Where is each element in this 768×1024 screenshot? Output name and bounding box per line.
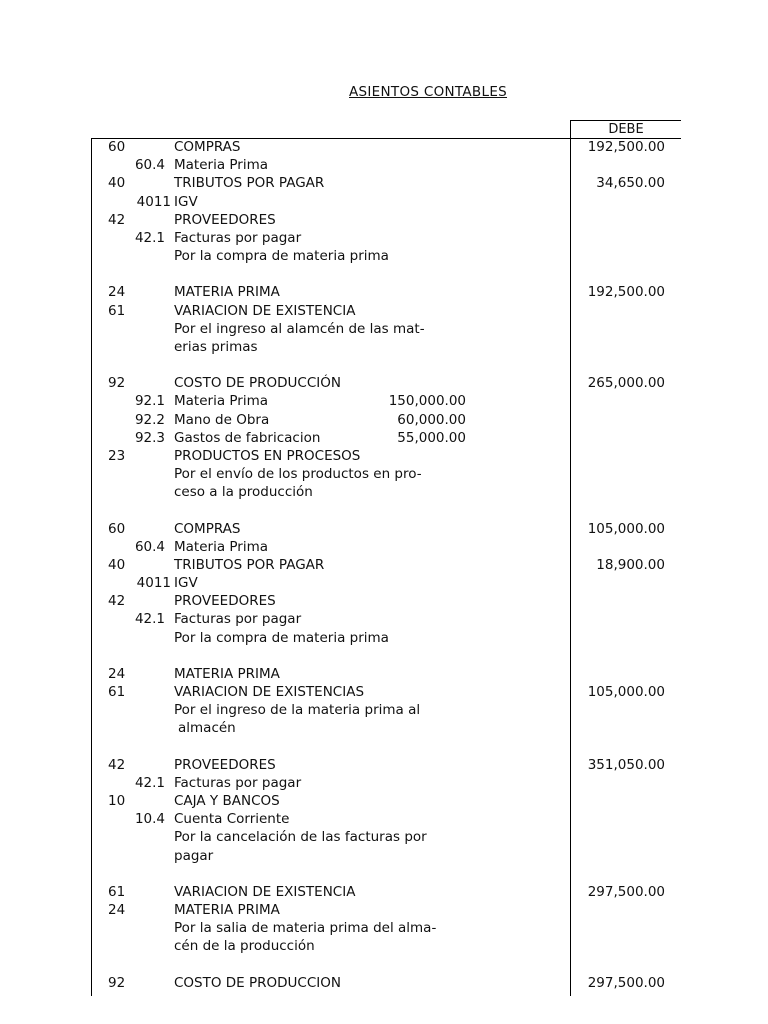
subaccount-code: 4011	[136, 194, 171, 210]
entry-description: IGV	[174, 575, 198, 591]
ledger-row	[0, 174, 768, 192]
entry-description: Por la compra de materia prima	[174, 630, 389, 646]
ledger-row	[0, 828, 768, 846]
ledger-row	[0, 810, 768, 828]
entry-description: MATERIA PRIMA	[174, 666, 280, 682]
ledger-row	[0, 429, 768, 447]
subaccount-code: 60.4	[134, 157, 165, 173]
entry-description: MATERIA PRIMA	[174, 902, 280, 918]
account-code: 24	[108, 666, 126, 682]
ledger-row	[0, 138, 768, 156]
debe-amount: 351,050.00	[587, 757, 665, 773]
ledger-row	[0, 411, 768, 429]
debe-amount: 192,500.00	[587, 284, 665, 300]
entry-description: COMPRAS	[174, 139, 241, 155]
account-code: 42	[108, 593, 126, 609]
ledger-row	[0, 374, 768, 392]
entry-description: IGV	[174, 194, 198, 210]
entry-description: PROVEEDORES	[174, 757, 276, 773]
ledger-row	[0, 756, 768, 774]
account-code: 42	[108, 212, 126, 228]
account-code: 23	[108, 448, 126, 464]
entry-description: Gastos de fabricacion	[174, 430, 321, 446]
subaccount-code: 42.1	[134, 611, 165, 627]
ledger-row	[0, 483, 768, 501]
debe-amount: 297,500.00	[587, 884, 665, 900]
debe-amount: 297,500.00	[587, 975, 665, 991]
partial-amount: 60,000.00	[397, 412, 466, 428]
entry-description: Facturas por pagar	[174, 611, 302, 627]
entry-description: Materia Prima	[174, 157, 269, 173]
ledger-row	[0, 520, 768, 538]
entry-description: VARIACION DE EXISTENCIA	[174, 884, 356, 900]
account-code: 92	[108, 975, 126, 991]
ledger-row	[0, 501, 768, 519]
entry-description: CAJA Y BANCOS	[174, 793, 280, 809]
ledger-row	[0, 937, 768, 955]
ledger-row	[0, 302, 768, 320]
ledger-row	[0, 283, 768, 301]
debe-column-header: DEBE	[570, 120, 681, 138]
ledger-row	[0, 156, 768, 174]
debe-amount: 105,000.00	[587, 521, 665, 537]
account-code: 24	[108, 284, 126, 300]
entry-description: erias primas	[174, 339, 258, 355]
subaccount-code: 10.4	[134, 811, 165, 827]
entry-description: almacén	[178, 720, 236, 736]
subaccount-code: 92.1	[134, 393, 165, 409]
ledger-row	[0, 665, 768, 683]
subaccount-code: 42.1	[134, 230, 165, 246]
subaccount-code: 92.3	[134, 430, 165, 446]
ledger-row	[0, 919, 768, 937]
account-code: 40	[108, 557, 126, 573]
account-code: 24	[108, 902, 126, 918]
ledger-row	[0, 647, 768, 665]
entry-description: Materia Prima	[174, 393, 269, 409]
partial-amount: 55,000.00	[397, 430, 466, 446]
ledger-row	[0, 610, 768, 628]
entry-description: Por el ingreso de la materia prima al	[174, 702, 421, 718]
ledger-row	[0, 774, 768, 792]
entry-description: ceso a la producción	[174, 484, 313, 500]
ledger-row	[0, 247, 768, 265]
ledger-row	[0, 719, 768, 737]
ledger-row	[0, 865, 768, 883]
subaccount-code: 42.1	[134, 775, 165, 791]
account-code: 92	[108, 375, 126, 391]
ledger-row	[0, 265, 768, 283]
ledger-row	[0, 338, 768, 356]
account-code: 42	[108, 757, 126, 773]
account-code: 40	[108, 175, 126, 191]
entry-description: COSTO DE PRODUCCIÓN	[174, 375, 341, 391]
entry-description: PRODUCTOS EN PROCESOS	[174, 448, 361, 464]
ledger-row	[0, 229, 768, 247]
ledger-row	[0, 629, 768, 647]
ledger-row	[0, 974, 768, 992]
ledger-row	[0, 883, 768, 901]
debe-amount: 18,900.00	[596, 557, 665, 573]
entry-description: TRIBUTOS POR PAGAR	[174, 175, 325, 191]
entry-description: TRIBUTOS POR PAGAR	[174, 557, 325, 573]
account-code: 60	[108, 521, 126, 537]
account-code: 10	[108, 793, 126, 809]
ledger-row	[0, 956, 768, 974]
ledger-row	[0, 538, 768, 556]
account-code: 61	[108, 684, 126, 700]
entry-description: Cuenta Corriente	[174, 811, 290, 827]
account-code: 61	[108, 303, 126, 319]
entry-description: Por el envío de los productos en pro-	[174, 466, 422, 482]
ledger-row	[0, 211, 768, 229]
ledger-row	[0, 792, 768, 810]
account-code: 60	[108, 139, 126, 155]
entry-description: Facturas por pagar	[174, 775, 302, 791]
ledger-row	[0, 574, 768, 592]
ledger-row	[0, 592, 768, 610]
ledger-row	[0, 320, 768, 338]
entry-description: PROVEEDORES	[174, 212, 276, 228]
entry-description: COMPRAS	[174, 521, 241, 537]
debe-amount: 105,000.00	[587, 684, 665, 700]
ledger-row	[0, 447, 768, 465]
entry-description: Facturas por pagar	[174, 230, 302, 246]
ledger-row	[0, 683, 768, 701]
entry-description: COSTO DE PRODUCCION	[174, 975, 341, 991]
partial-amount: 150,000.00	[388, 393, 466, 409]
ledger-row	[0, 465, 768, 483]
entry-description: Mano de Obra	[174, 412, 270, 428]
entry-description: pagar	[174, 848, 214, 864]
entry-description: VARIACION DE EXISTENCIA	[174, 303, 356, 319]
debe-amount: 265,000.00	[587, 375, 665, 391]
debe-amount: 34,650.00	[596, 175, 665, 191]
ledger-row	[0, 356, 768, 374]
ledger-row	[0, 701, 768, 719]
subaccount-code: 92.2	[134, 412, 165, 428]
entry-description: Materia Prima	[174, 539, 269, 555]
ledger-row	[0, 392, 768, 410]
ledger-row	[0, 193, 768, 211]
entry-description: MATERIA PRIMA	[174, 284, 280, 300]
entry-description: VARIACION DE EXISTENCIAS	[174, 684, 365, 700]
entry-description: Por la salia de materia prima del alma-	[174, 920, 437, 936]
entry-description: PROVEEDORES	[174, 593, 276, 609]
entry-description: Por el ingreso al alamcén de las mat-	[174, 321, 425, 337]
entry-description: cén de la producción	[174, 938, 315, 954]
ledger-row	[0, 901, 768, 919]
subaccount-code: 60.4	[134, 539, 165, 555]
subaccount-code: 4011	[136, 575, 171, 591]
ledger-row	[0, 738, 768, 756]
document-title: ASIENTOS CONTABLES	[349, 84, 508, 100]
account-code: 61	[108, 884, 126, 900]
ledger-row	[0, 847, 768, 865]
entry-description: Por la compra de materia prima	[174, 248, 389, 264]
entry-description: Por la cancelación de las facturas por	[174, 829, 427, 845]
debe-amount: 192,500.00	[587, 139, 665, 155]
ledger-row	[0, 556, 768, 574]
